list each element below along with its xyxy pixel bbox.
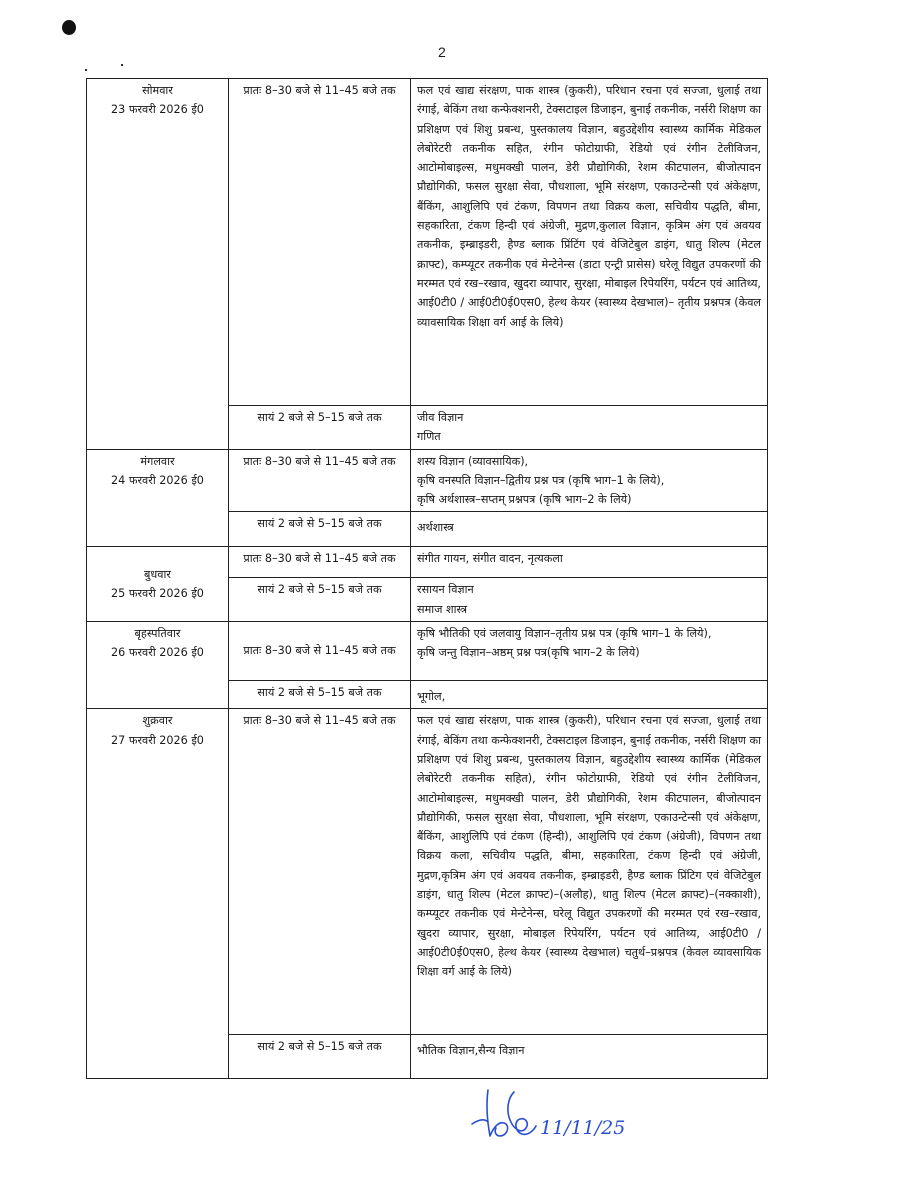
subject-text: जीव विज्ञान bbox=[417, 411, 464, 424]
day-date-cell bbox=[87, 709, 229, 1079]
evening-subjects bbox=[411, 578, 768, 622]
morning-time-slot: प्रातः 8–30 बजे से 11–45 बजे तक bbox=[229, 709, 411, 1035]
exam-date: 27 फरवरी 2026 ई0 bbox=[111, 733, 204, 747]
subject-text: समाज शास्त्र bbox=[417, 602, 468, 616]
morning-subjects bbox=[411, 622, 768, 681]
subject-text: फल एवं खाद्य संरक्षण, पाक शास्त्र (कुकरी), परिधान रचना एवं सज्जा, धुलाई तथा रंगाई, बेकिंग तथा कन्फेक्शनरी, टेक्सटाइल डिजाइन, बुनाई तकनीक, नर्सरी शिक्षण का प्रशिक्षण एवं शिशु प्रबन्ध, पुस्तकालय विज्ञान, बहुउद्देशीय स्वास्थ्य कार्मिक मेडिकल लेबोरेटरी तकनीक सहित, रंगीन फोटोग्राफी, रेडियो एवं रंगीन टेलीविजन, आटोमोबाइल्स, मधुमक्खी पालन, डेरी प्रौद्योगिकी, रेशम कीटपालन, बीजोत्पादन प्रौद्योगिकी, फसल सुरक्षा सेवा, पौधशाला, भूमि संरक्षण, एकाउन्टेन्सी एवं अंकेक्षण, बैंकिंग, आशुलिपि एवं टंकण, विपणन तथा विक्रय कला, सचिवीय पद्धति, बीमा, सहकारिता, टंकण हिन्दी एवं अंग्रेजी, मुद्रण,कुलाल विज्ञान, कृत्रिम अंग एवं अवयव तकनीक, इम्ब्राइडरी, हैण्ड ब्लाक प्रिंटिंग एवं वेजिटेबुल डाइंग, धातु शिल्प (मेटल क्राफ्ट), कम्प्यूटर तकनीक एवं मेन्टेनेन्स (डाटा एन्ट्री प्रासेस) घरेलू विद्युत उपकरणों की मरम्मत एवं रख–रखाव, खुदरा व्यापार, सुरक्षा, मोबाइल रिपेयरिंग, पर्यटन एवं आतिथ्य, आई0टी0 / आई0टी0ई0एस0, हेल्थ केयर (स्वास्थ्य देखभाल)– तृतीय प्रश्नपत्र (केवल व्यावसायिक शिक्षा वर्ग आई के लिये) bbox=[417, 84, 761, 329]
subject-text: कृषि अर्थशास्त्र–सप्तम् प्रश्नपत्र (कृषि भाग–2 के लिये) bbox=[417, 493, 632, 507]
table-row bbox=[87, 449, 768, 512]
table-row bbox=[87, 709, 768, 1035]
morning-subjects bbox=[411, 709, 768, 1035]
subject-text: भूगोल, bbox=[417, 690, 446, 704]
evening-time-slot: सायं 2 बजे से 5–15 बजे तक bbox=[229, 578, 411, 622]
day-date-cell bbox=[87, 622, 229, 709]
morning-time-slot: प्रातः 8–30 बजे से 11–45 बजे तक bbox=[229, 622, 411, 681]
evening-subjects bbox=[411, 681, 768, 709]
scan-speck bbox=[121, 64, 123, 66]
page-number: 2 bbox=[438, 44, 446, 60]
scan-speck bbox=[85, 69, 87, 71]
signature-date: 11/11/25 bbox=[540, 1117, 626, 1139]
signature-scribble bbox=[470, 1080, 640, 1155]
morning-time-slot: प्रातः 8–30 बजे से 11–45 बजे तक bbox=[229, 547, 411, 578]
day-date-cell bbox=[87, 547, 229, 622]
hole-punch-mark bbox=[62, 20, 76, 35]
exam-date: 26 फरवरी 2026 ई0 bbox=[111, 646, 204, 660]
day-date-cell bbox=[87, 79, 229, 450]
morning-subjects bbox=[411, 79, 768, 406]
day-name: बृहस्पतिवार bbox=[134, 627, 181, 641]
table-row bbox=[87, 547, 768, 578]
evening-time-slot: सायं 2 बजे से 5–15 बजे तक bbox=[229, 681, 411, 709]
table-row bbox=[87, 79, 768, 406]
subject-text: कृषि जन्तु विज्ञान–अष्ठम् प्रश्न पत्र(कृषि भाग–2 के लिये) bbox=[417, 646, 640, 660]
subject-text: रसायन विज्ञान bbox=[417, 583, 474, 597]
exam-date: 23 फरवरी 2026 ई0 bbox=[111, 103, 204, 117]
morning-subjects bbox=[411, 449, 768, 512]
evening-subjects bbox=[411, 1035, 768, 1079]
table-row bbox=[87, 622, 768, 681]
subject-text: भौतिक विज्ञान,सैन्य विज्ञान bbox=[417, 1044, 525, 1058]
evening-subjects bbox=[411, 406, 768, 450]
evening-subjects bbox=[411, 512, 768, 547]
exam-date: 24 फरवरी 2026 ई0 bbox=[111, 473, 204, 487]
morning-subjects bbox=[411, 547, 768, 578]
day-name: मंगलवार bbox=[140, 454, 175, 468]
evening-time-slot: सायं 2 बजे से 5–15 बजे तक bbox=[229, 406, 411, 450]
evening-time-slot: सायं 2 बजे से 5–15 बजे तक bbox=[229, 1035, 411, 1079]
day-name: सोमवार bbox=[142, 84, 173, 97]
day-name: बुधवार bbox=[144, 567, 171, 581]
subject-text: संगीत गायन, संगीत वादन, नृत्यकला bbox=[417, 552, 563, 566]
morning-time-slot: प्रातः 8–30 बजे से 11–45 बजे तक bbox=[229, 449, 411, 512]
exam-date: 25 फरवरी 2026 ई0 bbox=[111, 587, 204, 601]
subject-text: कृषि भौतिकी एवं जलवायु विज्ञान–तृतीय प्रश्न पत्र (कृषि भाग–1 के लिये), bbox=[417, 627, 712, 641]
subject-text: फल एवं खाद्य संरक्षण, पाक शास्त्र (कुकरी), परिधान रचना एवं सज्जा, धुलाई तथा रंगाई, बेकिंग तथा कन्फेक्शनरी, टेक्सटाइल डिजाइन, बुनाई तकनीक, नर्सरी शिक्षण का प्रशिक्षण एवं शिशु प्रबन्ध, पुस्तकालय विज्ञान, बहुउद्देशीय स्वास्थ्य कार्मिक (मेडिकल लेबोरेटरी तकनीक सहित), रंगीन फोटोग्राफी, रेडियो एवं रंगीन टेलीविजन, आटोमोबाइल्स, मधुमक्खी पालन, डेरी प्रौद्योगिकी, रेशम कीटपालन, बीजोत्पादन प्रौद्योगिकी, फसल सुरक्षा सेवा, पौधशाला, भूमि संरक्षण, एकाउन्टेन्सी एवं अंकेक्षण, बैंकिंग, आशुलिपि एवं टंकण (हिन्दी), आशुलिपि एवं टंकण (अंग्रेजी), विपणन तथा विक्रय कला, सचिवीय पद्धति, बीमा, सहकारिता, टंकण हिन्दी एवं अंग्रेजी, मुद्रण,कृत्रिम अंग एवं अवयव तकनीक, इम्ब्राइडरी, हैण्ड ब्लाक प्रिंटिग एवं वेजिटेबुल डाइंग, धातु शिल्प (मेटल क्राफ्ट)–(अलौह), धातु शिल्प (मेटल क्राफ्ट)–(नक्काशी), कम्प्यूटर तकनीक एवं मेन्टेनेन्स, घरेलू विद्युत उपकरणों की मरम्मत एवं रख–रखाव, खुदरा व्यापार, सुरक्षा, मोबाइल रिपेयरिंग, पर्यटन एवं आतिथ्य, आई0टी0 / आई0टी0ई0एस0, हेल्थ केयर (स्वास्थ्य देखभाल) चतुर्थ–प्रश्नपत्र (केवल व्यावसायिक शिक्षा वर्ग आई के लिये) bbox=[417, 714, 761, 979]
day-date-cell bbox=[87, 449, 229, 547]
signature bbox=[470, 1080, 640, 1159]
day-name: शुक्रवार bbox=[142, 714, 173, 728]
morning-time-slot: प्रातः 8–30 बजे से 11–45 बजे तक bbox=[229, 79, 411, 406]
evening-time-slot: सायं 2 बजे से 5–15 बजे तक bbox=[229, 512, 411, 547]
subject-text: शस्य विज्ञान (व्यावसायिक), bbox=[417, 454, 529, 468]
subject-text: कृषि वनस्पति विज्ञान–द्वितीय प्रश्न पत्र (कृषि भाग–1 के लिये), bbox=[417, 473, 665, 487]
subject-text: गणित bbox=[417, 430, 441, 444]
exam-schedule-table bbox=[86, 78, 768, 1079]
subject-text: अर्थशास्त्र bbox=[417, 521, 454, 535]
